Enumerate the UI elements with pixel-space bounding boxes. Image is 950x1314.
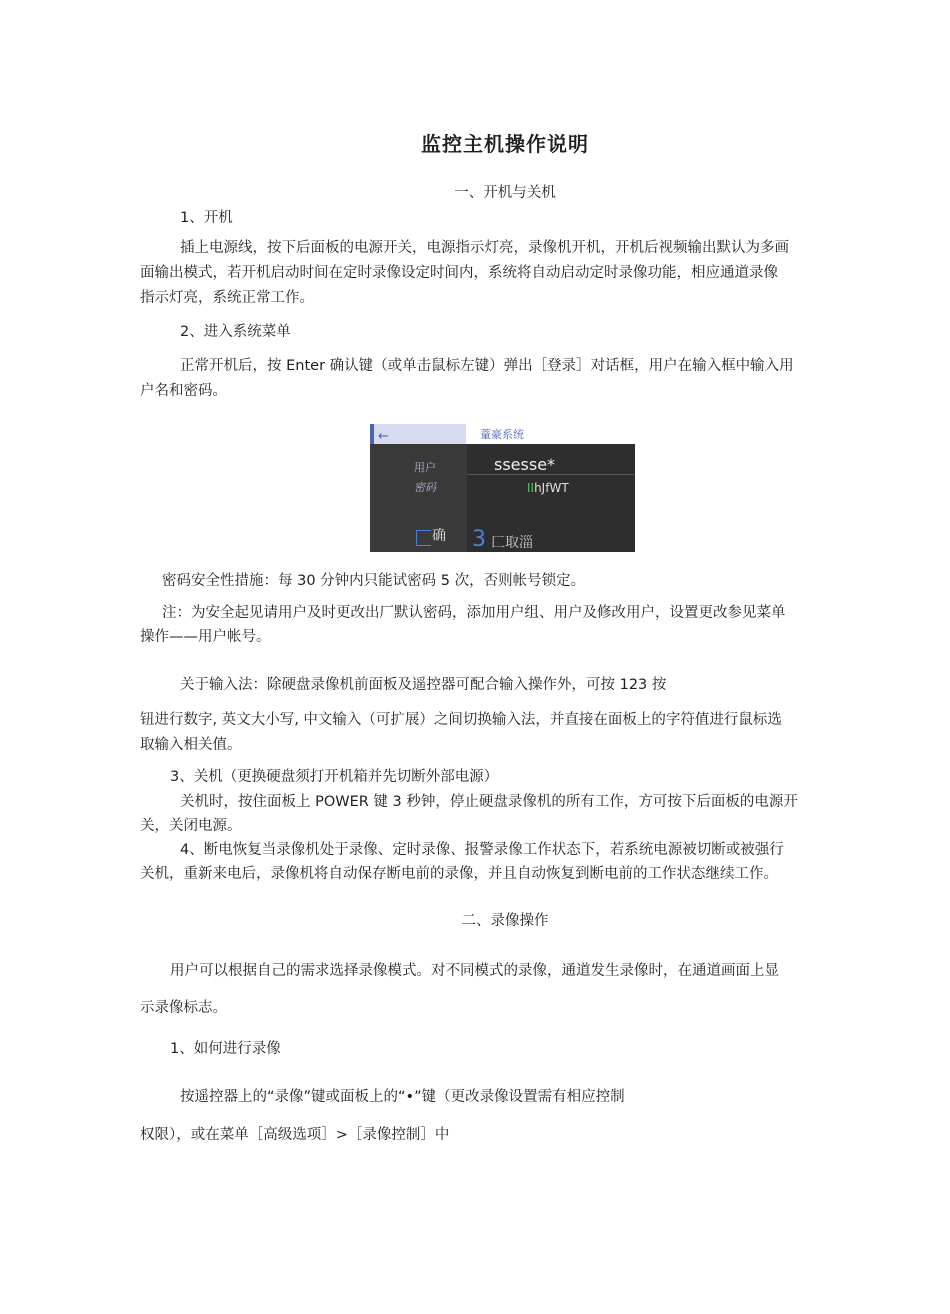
number-label: 3 bbox=[472, 527, 486, 552]
paragraph-line: 钮进行数字, 英文大小写, 中文输入（可扩展）之间切换输入法，并直接在面板上的字符值进行鼠标选 bbox=[140, 712, 782, 728]
item1-heading: 1、开机 bbox=[180, 210, 233, 226]
checkbox-icon bbox=[416, 530, 431, 546]
section1-heading: 一、开机与关机 bbox=[454, 185, 556, 201]
paragraph-line: 按遥控器上的“录像”键或面板上的“•”键（更改录像设置需有相应控制 bbox=[180, 1089, 625, 1105]
login-dialog-screenshot bbox=[370, 424, 635, 552]
password-field: IIhJfWT bbox=[527, 481, 569, 495]
note-line: 注：为安全起见请用户及时更改出厂默认密码，添加用户组、用户及修改用户，设置更改参见菜单 bbox=[162, 605, 786, 621]
item-heading: 1、如何进行录像 bbox=[170, 1041, 281, 1057]
cancel-button-label: 匚取淄 bbox=[491, 535, 533, 551]
paragraph-line: 关机时，按住面板上 POWER 键 3 秒钟，停止硬盘录像机的所有工作，方可按下后面板的电源开 bbox=[180, 794, 798, 810]
paragraph-line: 权限），或在菜单［高级选项］>［录像控制］中 bbox=[140, 1127, 450, 1143]
paragraph-line: 关，关闭电源。 bbox=[140, 818, 242, 834]
paragraph-line: 关机，重新来电后，录像机将自动保存断电前的录像，并且自动恢复到断电前的工作状态继续工作。 bbox=[140, 866, 778, 882]
section2-heading: 二、录像操作 bbox=[461, 913, 549, 929]
user-label: 用户 bbox=[414, 461, 436, 474]
password-label: 密码 bbox=[414, 481, 436, 494]
paragraph-line: 关于输入法：除硬盘录像机前面板及遥控器可配合输入操作外，可按 123 按 bbox=[180, 677, 667, 693]
paragraph-line: 插上电源线，按下后面板的电源开关，电源指示灯亮，录像机开机，开机后视频输出默认为多画 bbox=[180, 240, 789, 256]
ok-button-label: 确 bbox=[432, 528, 446, 544]
password-security-text: 密码安全性措施：每 30 分钟内只能试密码 5 次，否则帐号锁定。 bbox=[162, 573, 586, 589]
back-arrow-icon: ← bbox=[378, 429, 389, 444]
paragraph-line: 用户可以根据自己的需求选择录像模式。对不同模式的录像，通道发生录像时，在通道画面上显 bbox=[170, 963, 779, 979]
paragraph-line: 正常开机后，按 Enter 确认键（或单击鼠标左键）弹出［登录］对话框，用户在输入框中输入用 bbox=[180, 358, 794, 374]
note-line: 操作——用户帐号。 bbox=[140, 629, 271, 645]
paragraph-line: 户名和密码。 bbox=[140, 383, 227, 399]
paragraph-line: 示录像标志。 bbox=[140, 1000, 227, 1016]
paragraph-line: 4、断电恢复当录像机处于录像、定时录像、报警录像工作状态下，若系统电源被切断或被强行 bbox=[180, 842, 784, 858]
item3-heading: 3、关机（更换硬盘须打开机箱并先切断外部电源） bbox=[170, 769, 499, 785]
page-title: 监控主机操作说明 bbox=[421, 132, 589, 157]
item2-heading: 2、进入系统菜单 bbox=[180, 324, 291, 340]
user-field: ssesse* bbox=[494, 455, 556, 474]
system-name: 蕫豪系统 bbox=[480, 428, 524, 441]
paragraph-line: 取输入相关值。 bbox=[140, 737, 242, 753]
paragraph-line: 面输出模式，若开机启动时间在定时录像设定时间内，系统将自动启动定时录像功能，相应通道录像 bbox=[140, 265, 778, 281]
paragraph-line: 指示灯亮，系统正常工作。 bbox=[140, 290, 314, 306]
